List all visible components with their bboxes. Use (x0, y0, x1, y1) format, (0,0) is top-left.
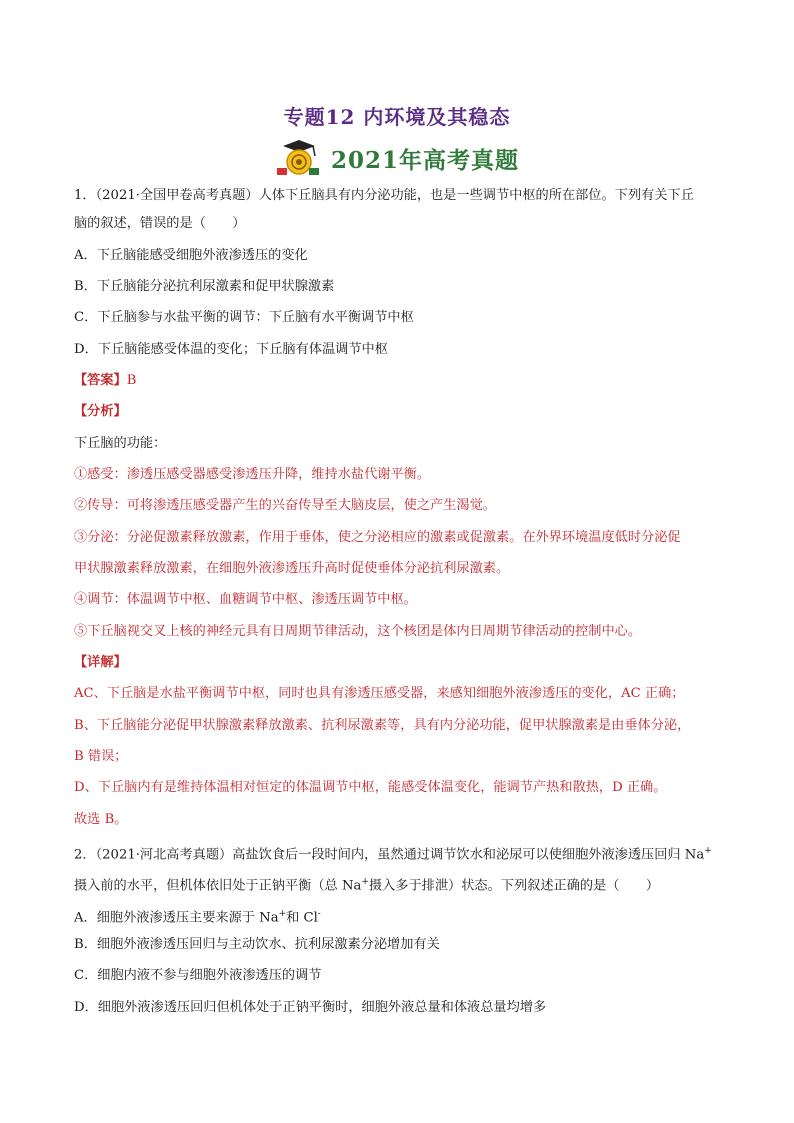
detail-conclusion: 故选 B。 (74, 812, 128, 827)
q2-option-a-sup1: + (278, 909, 287, 919)
analysis-point-3a: ③分泌：分泌促激素释放激素，作用于垂体，使之分泌相应的激素或促激素。在外界环境温度低时分泌促 (74, 530, 681, 545)
year-banner (0, 138, 794, 178)
banner-title: 2021年高考真题 (330, 146, 519, 174)
q1-option-c: C．下丘脑参与水盐平衡的调节：下丘脑有水平衡调节中枢 (74, 310, 414, 325)
q2-option-a-pre: A．细胞外液渗透压主要来源于 Na (74, 910, 279, 926)
q2-stem-line1-text: 2．（2021·河北高考真题）高盐饮食后一段时间内，虽然通过调节饮水和泌尿可以使细胞外液渗透压回归 Na (74, 847, 705, 863)
q2-option-d: D．细胞外液渗透压回归但机体处于正钠平衡时，细胞外液总量和体液总量均增多 (74, 1000, 547, 1015)
answer-value: B (126, 373, 137, 388)
q2-stem-line2-sup: + (361, 877, 369, 887)
q2-stem-line1-sup: + (704, 846, 712, 856)
q1-option-a: A．下丘脑能感受细胞外液渗透压的变化 (74, 248, 308, 263)
q2-option-c: C．细胞内液不参与细胞外液渗透压的调节 (74, 968, 322, 983)
answer-label: 【答案】 (74, 373, 127, 388)
mascot-logo-icon (275, 138, 321, 178)
q2-option-b: B．细胞外液渗透压回归与主动饮水、抗利尿激素分泌增加有关 (74, 937, 440, 952)
analysis-point-2: ②传导：可将渗透压感受器产生的兴奋传导至大脑皮层，使之产生渴觉。 (74, 498, 496, 513)
analysis-point-3b: 甲状腺激素释放激素，在细胞外液渗透压升高时促使垂体分泌抗利尿激素。 (74, 561, 510, 576)
page-title: 专题12 内环境及其稳态 (283, 105, 511, 129)
q1-option-b: B．下丘脑能分泌抗利尿激素和促甲状腺激素 (74, 279, 335, 294)
analysis-label: 【分析】 (74, 404, 127, 419)
q2-option-a-mid: 和 Cl (286, 910, 318, 926)
q2-stem-line2 (74, 872, 734, 896)
q1-stem-line1: 1．（2021·全国甲卷高考真题）人体下丘脑具有内分泌功能，也是一些调节中枢的所在部位。下列有关下丘 (74, 188, 694, 203)
detail-line-3: D、下丘脑内有是维持体温相对恒定的体温调节中枢，能感受体温变化，能调节产热和散热，D 正确。 (74, 780, 667, 795)
analysis-intro: 下丘脑的功能： (74, 436, 167, 451)
q1-option-d: D．下丘脑能感受体温的变化；下丘脑有体温调节中枢 (74, 342, 388, 357)
q2-stem-line1 (74, 841, 734, 865)
q2-option-a-sup2: - (317, 909, 321, 919)
analysis-point-4: ④调节：体温调节中枢、血糖调节中枢、渗透压调节中枢。 (74, 592, 417, 607)
detail-line-2b: B 错误； (74, 749, 128, 764)
detail-line-1: AC、下丘脑是水盐平衡调节中枢，同时也具有渗透压感受器，来感知细胞外液渗透压的变化，AC 正确； (74, 686, 685, 701)
analysis-point-1: ①感受：渗透压感受器感受渗透压升降，维持水盐代谢平衡。 (74, 467, 431, 482)
q1-answer (74, 371, 734, 391)
q2-stem-line2-post: 摄入多于排泄）状态。下列叙述正确的是（ ） (368, 878, 660, 894)
q2-option-a (74, 904, 734, 928)
detail-line-2a: B、下丘脑能分泌促甲状腺激素释放激素、抗利尿激素等，具有内分泌功能，促甲状腺激素是由垂体分泌， (74, 718, 691, 733)
q2-stem-line2-pre: 摄入前的水平，但机体依旧处于正钠平衡（总 Na (74, 878, 362, 894)
q1-stem-line2: 脑的叙述，错误的是（ ） (74, 216, 246, 231)
detail-label: 【详解】 (74, 655, 127, 670)
analysis-point-5: ⑤下丘脑视交叉上核的神经元具有日周期节律活动，这个核团是体内日周期节律活动的控制中心。 (74, 624, 642, 639)
